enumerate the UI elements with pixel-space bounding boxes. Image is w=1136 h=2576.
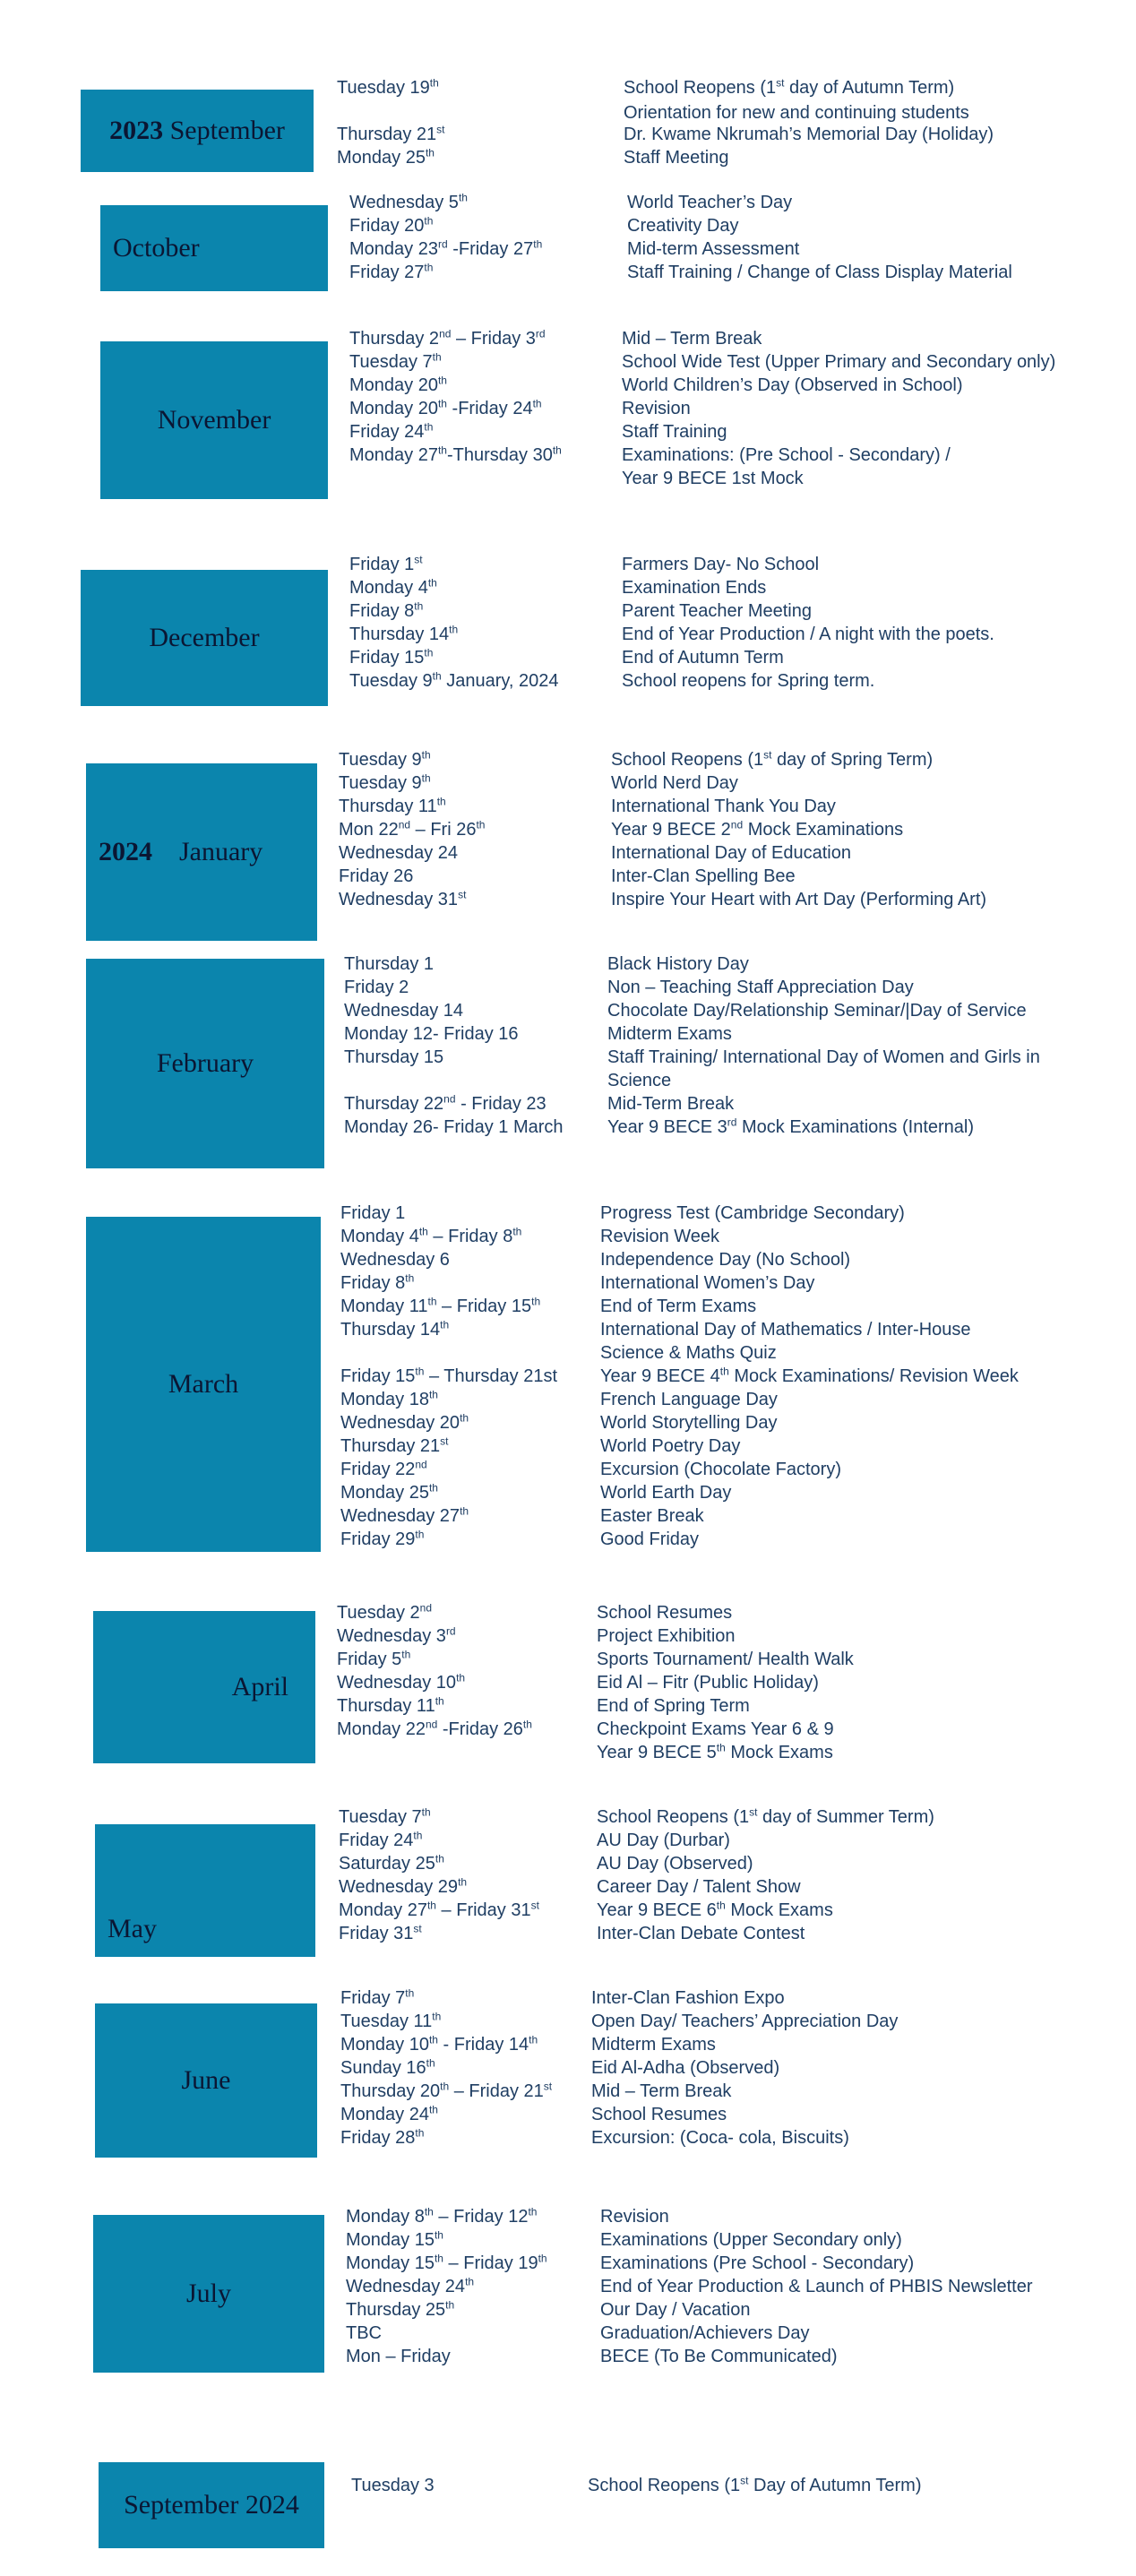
event-description: Mid – Term Break xyxy=(622,329,762,349)
event-date: Friday 15th – Thursday 21st xyxy=(340,1365,557,1386)
event-date: Tuesday 2nd xyxy=(337,1601,433,1623)
event-date: Monday 11th – Friday 15th xyxy=(340,1295,541,1316)
event-description: French Language Day xyxy=(600,1390,778,1409)
event-date: Friday 7th xyxy=(340,1986,415,2008)
month-label: June xyxy=(181,2065,231,2095)
event-description: Staff Meeting xyxy=(624,148,729,168)
year-label: 2023 xyxy=(109,116,164,145)
event-description: Creativity Day xyxy=(627,216,739,236)
event-description: Midterm Exams xyxy=(607,1024,732,1044)
event-date: Wednesday 3rd xyxy=(337,1624,456,1646)
event-description: Orientation for new and continuing students xyxy=(624,103,969,123)
month-box-jan xyxy=(86,763,317,941)
event-description: School Reopens (1st day of Summer Term) xyxy=(597,1805,934,1827)
event-date: Monday 4th xyxy=(349,576,437,598)
month-box-feb xyxy=(86,959,324,1168)
event-description: School Reopens (1st day of Autumn Term) xyxy=(624,76,955,98)
event-description: Independence Day (No School) xyxy=(600,1250,851,1270)
event-date: Wednesday 31st xyxy=(339,888,467,909)
event-date: Wednesday 29th xyxy=(339,1875,468,1897)
event-date: Tuesday 9th xyxy=(339,771,431,793)
event-date: Friday 28th xyxy=(340,2126,425,2148)
event-date: Friday 29th xyxy=(340,1528,425,1549)
event-date: Monday 27th – Friday 31st xyxy=(339,1899,539,1920)
event-date: Friday 5th xyxy=(337,1648,411,1669)
event-description: Inspire Your Heart with Art Day (Performing Art) xyxy=(611,890,987,909)
event-description: International Women’s Day xyxy=(600,1273,815,1293)
event-date: Wednesday 20th xyxy=(340,1411,469,1433)
event-description: Graduation/Achievers Day xyxy=(600,2323,810,2343)
event-date: Monday 12- Friday 16 xyxy=(344,1024,519,1044)
event-date: Wednesday 24 xyxy=(339,843,459,863)
event-date: Thursday 15 xyxy=(344,1047,444,1067)
month-label: March xyxy=(168,1369,239,1399)
month-box-oct xyxy=(100,205,328,291)
year-label: 2024 xyxy=(99,837,152,866)
event-description: Staff Training / Change of Class Display Material xyxy=(627,263,1012,282)
event-date: Thursday 1 xyxy=(344,954,435,974)
event-date: Thursday 11th xyxy=(339,795,446,816)
event-description: Year 9 BECE 5th Mock Exams xyxy=(597,1741,833,1762)
event-date: Wednesday 10th xyxy=(337,1671,466,1693)
event-description: International Thank You Day xyxy=(611,797,836,816)
month-label: September xyxy=(169,116,285,145)
event-date: Friday 1st xyxy=(349,553,423,574)
month-box-may xyxy=(95,1824,315,1957)
event-description: End of Year Production & Launch of PHBIS Newsletter xyxy=(600,2277,1033,2296)
event-description: World Children’s Day (Observed in School) xyxy=(622,375,963,395)
event-date: Friday 27th xyxy=(349,261,434,282)
event-description: World Storytelling Day xyxy=(600,1413,778,1433)
event-description: Good Friday xyxy=(600,1529,700,1549)
event-date: Wednesday 6 xyxy=(340,1250,450,1270)
event-description: Black History Day xyxy=(607,954,749,974)
event-date: Tuesday 7th xyxy=(339,1805,431,1827)
event-date: Thursday 14th xyxy=(349,623,459,644)
event-description: Easter Break xyxy=(600,1506,704,1526)
event-description: End of Term Exams xyxy=(600,1297,757,1316)
event-description: School Resumes xyxy=(591,2105,727,2124)
event-description: Progress Test (Cambridge Secondary) xyxy=(600,1203,905,1223)
event-description: Examinations (Upper Secondary only) xyxy=(600,2230,902,2250)
month-label: November xyxy=(157,405,271,435)
event-date: Monday 20th xyxy=(349,374,447,395)
event-description: Mid – Term Break xyxy=(591,2081,732,2101)
event-description: Mid-Term Break xyxy=(607,1094,735,1114)
event-description: End of Autumn Term xyxy=(622,648,784,668)
event-description: AU Day (Observed) xyxy=(597,1854,753,1874)
event-description: Dr. Kwame Nkrumah’s Memorial Day (Holiday) xyxy=(624,125,994,144)
event-description: Excursion (Chocolate Factory) xyxy=(600,1460,841,1479)
event-description: Parent Teacher Meeting xyxy=(622,601,812,621)
event-date: Wednesday 24th xyxy=(346,2275,475,2296)
event-date: Tuesday 9th January, 2024 xyxy=(349,669,559,691)
event-date: Friday 15th xyxy=(349,646,434,668)
event-date: Thursday 25th xyxy=(346,2298,455,2320)
month-label: October xyxy=(113,233,200,263)
event-date: Mon 22nd – Fri 26th xyxy=(339,818,486,840)
event-description: Staff Training/ International Day of Women and Girls in xyxy=(607,1047,1040,1067)
event-description: School Reopens (1st Day of Autumn Term) xyxy=(588,2474,922,2495)
event-date: Saturday 25th xyxy=(339,1852,444,1874)
month-label: July xyxy=(185,2279,231,2308)
event-description: End of Spring Term xyxy=(597,1696,750,1716)
event-description: International Day of Mathematics / Inter-House xyxy=(600,1320,971,1340)
event-date: Thursday 20th – Friday 21st xyxy=(340,2080,553,2101)
event-description: Year 9 BECE 2nd Mock Examinations xyxy=(611,818,904,840)
event-date: Friday 1 xyxy=(340,1203,406,1223)
event-description: Checkpoint Exams Year 6 & 9 xyxy=(597,1719,834,1739)
event-description: Non – Teaching Staff Appreciation Day xyxy=(607,978,914,997)
event-date: Thursday 14th xyxy=(340,1318,450,1340)
event-description: Our Day / Vacation xyxy=(600,2300,751,2320)
event-date: Friday 20th xyxy=(349,214,434,236)
event-description: BECE (To Be Communicated) xyxy=(600,2347,838,2366)
event-description: School Reopens (1st day of Spring Term) xyxy=(611,748,934,770)
event-date: Thursday 2nd – Friday 3rd xyxy=(349,327,546,349)
event-date: Wednesday 27th xyxy=(340,1504,469,1526)
event-description: Science xyxy=(607,1071,672,1090)
event-date: Tuesday 3 xyxy=(351,2476,435,2495)
event-description: World Nerd Day xyxy=(611,773,738,793)
month-label: January xyxy=(179,837,263,866)
event-description: Examinations (Pre School - Secondary) xyxy=(600,2253,915,2273)
event-description: Farmers Day- No School xyxy=(622,555,820,574)
event-date: Tuesday 19th xyxy=(337,76,439,98)
event-date: Monday 25th xyxy=(340,1481,438,1503)
event-date: Monday 22nd -Friday 26th xyxy=(337,1718,532,1739)
event-date: Wednesday 5th xyxy=(349,191,468,212)
month-box-nov xyxy=(100,341,328,499)
event-date: Monday 25th xyxy=(337,146,435,168)
event-date: Tuesday 11th xyxy=(340,2010,442,2031)
event-description: Examinations: (Pre School - Secondary) / xyxy=(622,445,951,465)
month-box-jul xyxy=(93,2215,324,2373)
event-description: Eid Al – Fitr (Public Holiday) xyxy=(597,1673,819,1693)
event-description: World Poetry Day xyxy=(600,1436,741,1456)
event-description: Year 9 BECE 4th Mock Examinations/ Revision Week xyxy=(600,1365,1019,1386)
month-box-jun xyxy=(95,2003,317,2158)
event-date: Monday 4th – Friday 8th xyxy=(340,1225,522,1246)
event-description: Revision Week xyxy=(600,1227,720,1246)
month-box-dec xyxy=(81,570,328,706)
event-date: Thursday 21st xyxy=(337,123,445,144)
event-description: Examination Ends xyxy=(622,578,767,598)
event-date: Monday 10th - Friday 14th xyxy=(340,2033,538,2055)
event-description: Year 9 BECE 1st Mock xyxy=(622,469,804,488)
event-date: Monday 20th -Friday 24th xyxy=(349,397,542,418)
event-description: End of Year Production / A night with the poets. xyxy=(622,625,994,644)
event-date: Monday 8th – Friday 12th xyxy=(346,2205,538,2227)
event-date: Monday 27th-Thursday 30th xyxy=(349,444,562,465)
event-description: Chocolate Day/Relationship Seminar/|Day of Service xyxy=(607,1001,1027,1021)
event-description: School reopens for Spring term. xyxy=(622,671,875,691)
event-description: Eid Al-Adha (Observed) xyxy=(591,2058,780,2078)
event-date: TBC xyxy=(346,2323,382,2343)
event-date: Thursday 22nd - Friday 23 xyxy=(344,1092,546,1114)
event-date: Monday 24th xyxy=(340,2103,438,2124)
event-date: Monday 23rd -Friday 27th xyxy=(349,237,543,259)
event-date: Friday 8th xyxy=(349,599,424,621)
event-description: Staff Training xyxy=(622,422,727,442)
event-date: Thursday 11th xyxy=(337,1694,444,1716)
event-description: Inter-Clan Debate Contest xyxy=(597,1924,805,1943)
event-date: Friday 24th xyxy=(339,1829,423,1850)
event-description: World Teacher’s Day xyxy=(627,193,793,212)
month-box-sep2024 xyxy=(99,2462,324,2548)
event-description: Project Exhibition xyxy=(597,1626,736,1646)
event-date: Mon – Friday xyxy=(346,2347,451,2366)
event-date: Tuesday 9th xyxy=(339,748,431,770)
month-box-apr xyxy=(93,1611,315,1763)
month-label: December xyxy=(149,623,260,652)
event-date: Monday 15th xyxy=(346,2228,443,2250)
month-label: April xyxy=(231,1672,288,1702)
event-description: Excursion: (Coca- cola, Biscuits) xyxy=(591,2128,849,2148)
event-date: Friday 2 xyxy=(344,978,409,997)
event-date: Monday 18th xyxy=(340,1388,438,1409)
month-box-sep2023 xyxy=(81,90,314,172)
event-date: Friday 26 xyxy=(339,866,414,886)
event-description: School Wide Test (Upper Primary and Secondary only) xyxy=(622,352,1056,372)
event-date: Friday 24th xyxy=(349,420,434,442)
month-label: February xyxy=(156,1048,254,1078)
event-date: Sunday 16th xyxy=(340,2056,435,2078)
month-label: May xyxy=(108,1914,157,1943)
event-description: Inter-Clan Fashion Expo xyxy=(591,1988,785,2008)
event-description: Science & Maths Quiz xyxy=(600,1343,777,1363)
event-date: Thursday 21st xyxy=(340,1434,449,1456)
event-description: Career Day / Talent Show xyxy=(597,1877,801,1897)
month-box-mar xyxy=(86,1217,321,1552)
event-date: Friday 8th xyxy=(340,1271,415,1293)
event-description: School Resumes xyxy=(597,1603,733,1623)
month-label: September 2024 xyxy=(124,2490,299,2520)
event-description: Sports Tournament/ Health Walk xyxy=(597,1650,854,1669)
event-description: Year 9 BECE 3rd Mock Examinations (Internal) xyxy=(607,1116,975,1137)
event-date: Friday 31st xyxy=(339,1922,422,1943)
event-description: World Earth Day xyxy=(600,1483,732,1503)
event-date: Friday 22nd xyxy=(340,1458,427,1479)
event-date: Tuesday 7th xyxy=(349,350,442,372)
event-date: Monday 26- Friday 1 March xyxy=(344,1117,564,1137)
event-description: Year 9 BECE 6th Mock Exams xyxy=(597,1899,833,1920)
event-date: Wednesday 14 xyxy=(344,1001,464,1021)
event-description: Revision xyxy=(600,2207,669,2227)
event-description: Revision xyxy=(622,399,691,418)
event-description: Mid-term Assessment xyxy=(627,239,800,259)
event-date: Monday 15th – Friday 19th xyxy=(346,2252,547,2273)
event-description: Midterm Exams xyxy=(591,2035,716,2055)
event-description: Open Day/ Teachers’ Appreciation Day xyxy=(591,2012,899,2031)
event-description: International Day of Education xyxy=(611,843,851,863)
event-description: Inter-Clan Spelling Bee xyxy=(611,866,796,886)
event-description: AU Day (Durbar) xyxy=(597,1831,730,1850)
